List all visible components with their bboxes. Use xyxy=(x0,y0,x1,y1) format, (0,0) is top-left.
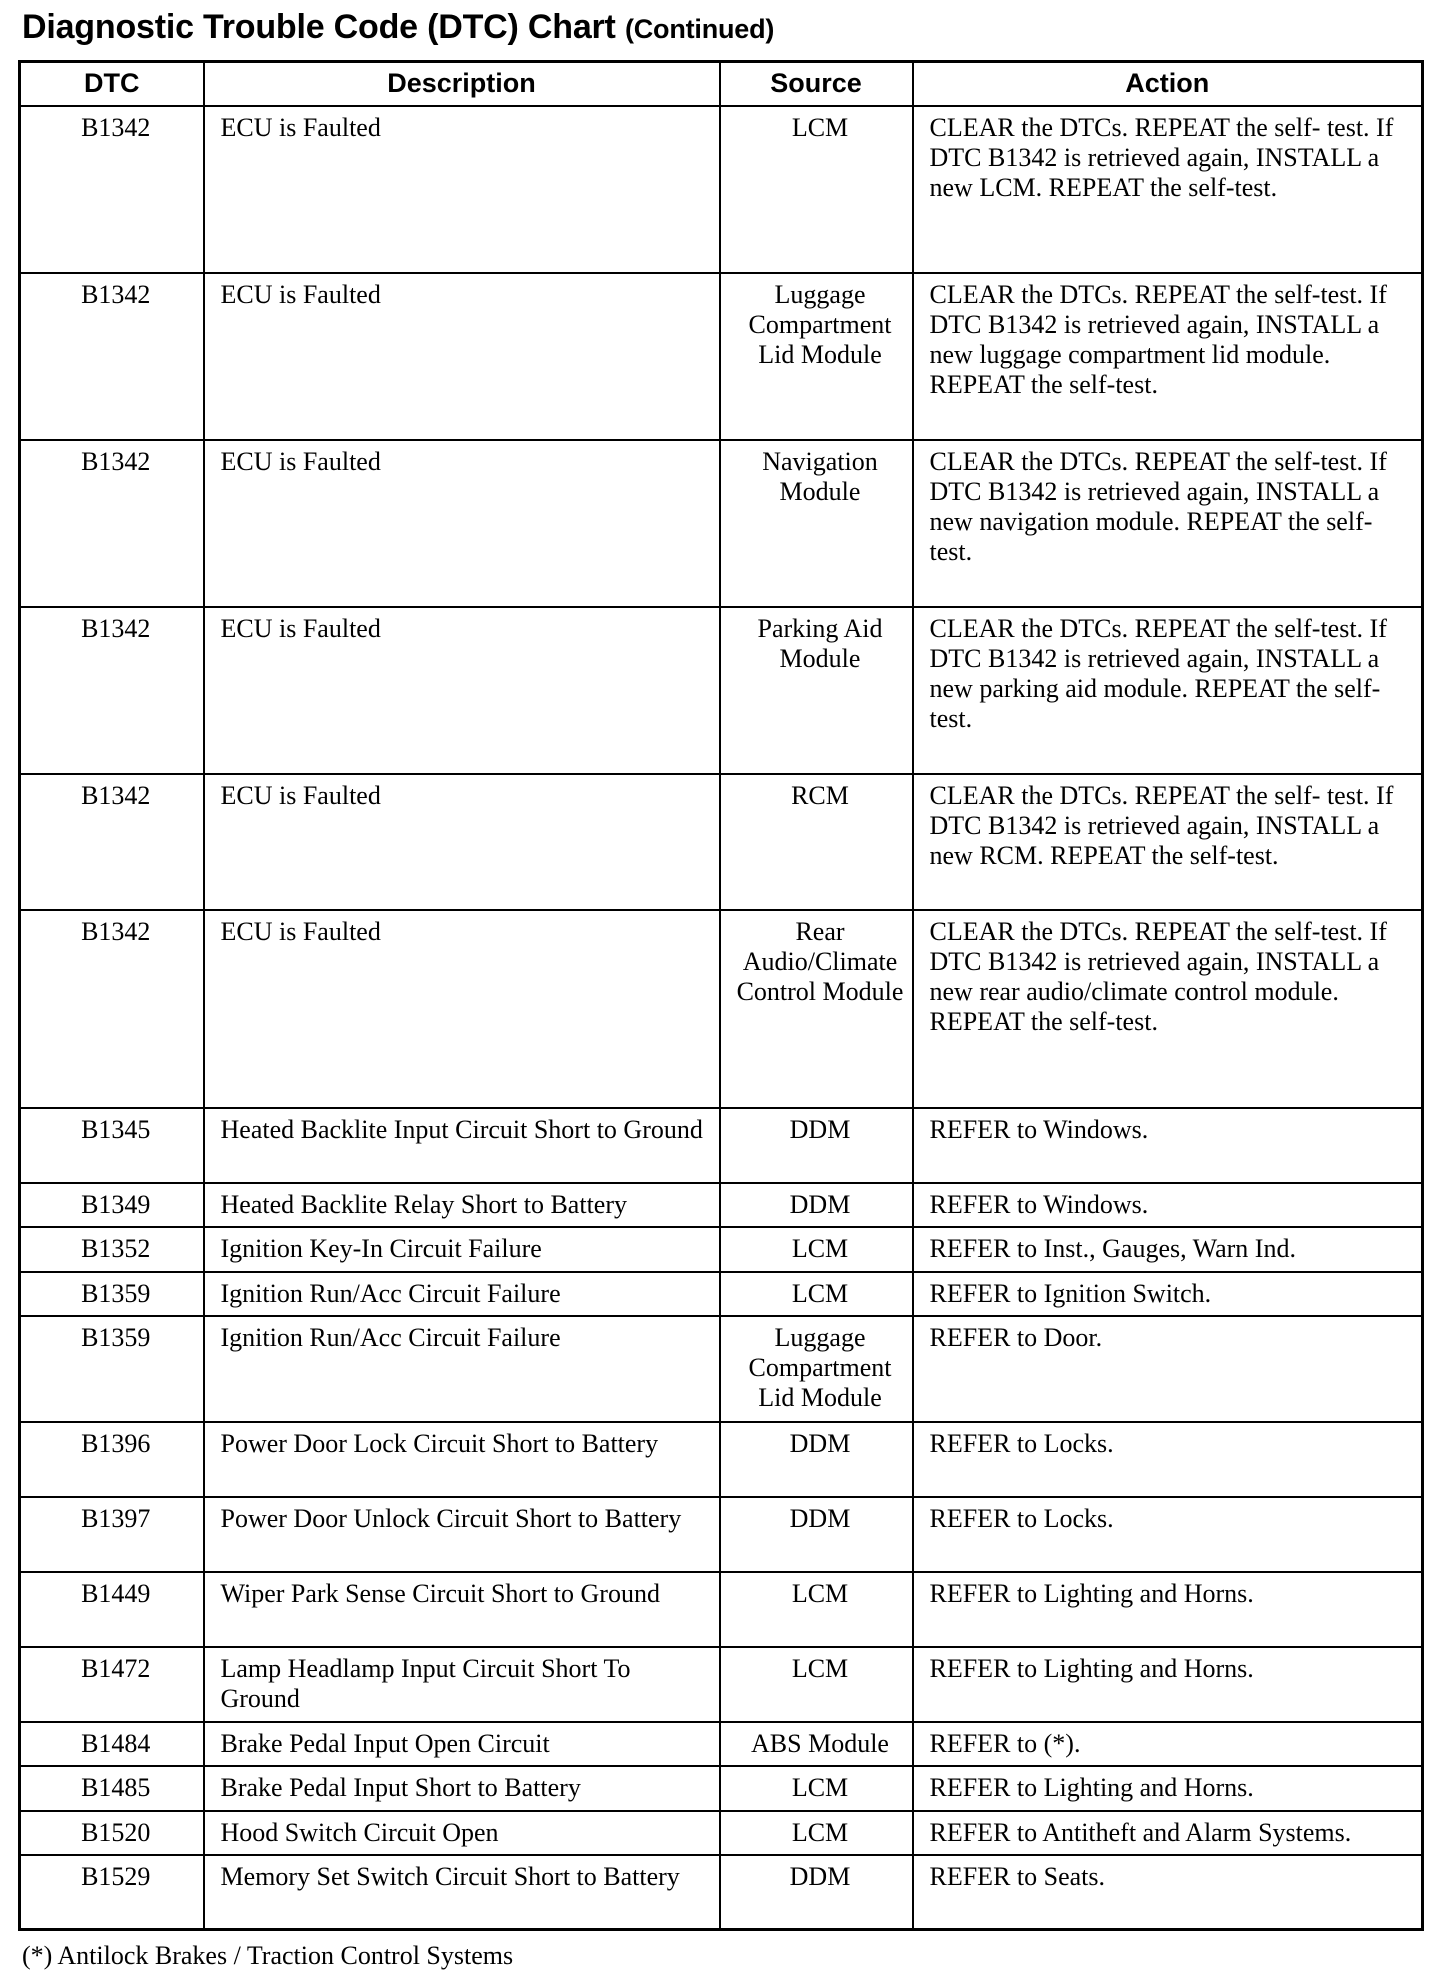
dtc-description: Hood Switch Circuit Open xyxy=(204,1811,720,1855)
dtc-source: LCM xyxy=(720,1811,913,1855)
table-row xyxy=(20,1811,1423,1855)
dtc-action: REFER to Lighting and Horns. xyxy=(913,1766,1423,1811)
dtc-description: Memory Set Switch Circuit Short to Battery xyxy=(204,1855,720,1930)
dtc-table xyxy=(18,60,1424,1931)
dtc-action: REFER to Lighting and Horns. xyxy=(913,1572,1423,1647)
page-title-suffix: (Continued) xyxy=(624,14,775,44)
dtc-code: B1342 xyxy=(20,440,204,607)
table-row xyxy=(20,1766,1423,1811)
dtc-source: LCM xyxy=(720,1227,913,1272)
dtc-action: CLEAR the DTCs. REPEAT the self- test. If DTC B1342 is retrieved again, INSTALL a new LCM. REPEAT the self-test. xyxy=(913,106,1423,273)
table-header-row xyxy=(20,62,1423,106)
dtc-description: Heated Backlite Input Circuit Short to Ground xyxy=(204,1108,720,1183)
dtc-action: REFER to Inst., Gauges, Warn Ind. xyxy=(913,1227,1423,1272)
table-row xyxy=(20,1572,1423,1647)
dtc-action: REFER to Seats. xyxy=(913,1855,1423,1930)
dtc-code: B1485 xyxy=(20,1766,204,1811)
table-row xyxy=(20,273,1423,440)
table-row xyxy=(20,607,1423,774)
table-row xyxy=(20,106,1423,273)
dtc-action: CLEAR the DTCs. REPEAT the self-test. If DTC B1342 is retrieved again, INSTALL a new navigation module. REPEAT the self-test. xyxy=(913,440,1423,607)
dtc-source: Rear Audio/Climate Control Module xyxy=(720,910,913,1108)
dtc-source: DDM xyxy=(720,1855,913,1930)
table-row xyxy=(20,1497,1423,1572)
dtc-code: B1349 xyxy=(20,1183,204,1227)
dtc-action: CLEAR the DTCs. REPEAT the self-test. If DTC B1342 is retrieved again, INSTALL a new rear audio/climate control module. REPEAT the self-test. xyxy=(913,910,1423,1108)
dtc-source: DDM xyxy=(720,1422,913,1497)
dtc-code: B1520 xyxy=(20,1811,204,1855)
dtc-source: LCM xyxy=(720,1572,913,1647)
dtc-code: B1342 xyxy=(20,106,204,273)
dtc-code: B1342 xyxy=(20,910,204,1108)
footnote: (*) Antilock Brakes / Traction Control Systems xyxy=(22,1941,514,1970)
dtc-action: CLEAR the DTCs. REPEAT the self-test. If DTC B1342 is retrieved again, INSTALL a new luggage compartment lid module. REPEAT the self-test. xyxy=(913,273,1423,440)
dtc-code: B1342 xyxy=(20,273,204,440)
dtc-code: B1359 xyxy=(20,1272,204,1316)
dtc-source: Parking Aid Module xyxy=(720,607,913,774)
page-title xyxy=(22,4,774,50)
table-row xyxy=(20,1722,1423,1766)
header-source: Source xyxy=(720,62,913,106)
dtc-source: LCM xyxy=(720,1272,913,1316)
dtc-description: Brake Pedal Input Open Circuit xyxy=(204,1722,720,1766)
dtc-description: Power Door Lock Circuit Short to Battery xyxy=(204,1422,720,1497)
dtc-description: ECU is Faulted xyxy=(204,774,720,910)
table-row xyxy=(20,774,1423,910)
dtc-description: Ignition Run/Acc Circuit Failure xyxy=(204,1316,720,1422)
dtc-code: B1396 xyxy=(20,1422,204,1497)
dtc-description: ECU is Faulted xyxy=(204,910,720,1108)
dtc-source: Luggage Compartment Lid Module xyxy=(720,1316,913,1422)
dtc-description: ECU is Faulted xyxy=(204,440,720,607)
dtc-code: B1345 xyxy=(20,1108,204,1183)
table-row xyxy=(20,1647,1423,1722)
dtc-code: B1359 xyxy=(20,1316,204,1422)
dtc-code: B1484 xyxy=(20,1722,204,1766)
dtc-action: REFER to Ignition Switch. xyxy=(913,1272,1423,1316)
dtc-action: REFER to Antitheft and Alarm Systems. xyxy=(913,1811,1423,1855)
dtc-code: B1352 xyxy=(20,1227,204,1272)
dtc-description: ECU is Faulted xyxy=(204,607,720,774)
header-dtc: DTC xyxy=(20,62,204,106)
dtc-action: REFER to Lighting and Horns. xyxy=(913,1647,1423,1722)
table-row xyxy=(20,1227,1423,1272)
dtc-source: DDM xyxy=(720,1183,913,1227)
dtc-code: B1529 xyxy=(20,1855,204,1930)
dtc-source: DDM xyxy=(720,1497,913,1572)
dtc-source: LCM xyxy=(720,106,913,273)
dtc-code: B1472 xyxy=(20,1647,204,1722)
dtc-action: REFER to Windows. xyxy=(913,1183,1423,1227)
dtc-description: Brake Pedal Input Short to Battery xyxy=(204,1766,720,1811)
dtc-description: Ignition Run/Acc Circuit Failure xyxy=(204,1272,720,1316)
page-title-main: Diagnostic Trouble Code (DTC) Chart xyxy=(22,8,616,46)
dtc-action: REFER to (*). xyxy=(913,1722,1423,1766)
dtc-action: REFER to Door. xyxy=(913,1316,1423,1422)
table-row xyxy=(20,1272,1423,1316)
dtc-source: ABS Module xyxy=(720,1722,913,1766)
table-row xyxy=(20,440,1423,607)
dtc-description: Ignition Key-In Circuit Failure xyxy=(204,1227,720,1272)
header-action: Action xyxy=(913,62,1423,106)
dtc-description: Power Door Unlock Circuit Short to Battery xyxy=(204,1497,720,1572)
table-row xyxy=(20,1422,1423,1497)
dtc-description: Heated Backlite Relay Short to Battery xyxy=(204,1183,720,1227)
dtc-source: RCM xyxy=(720,774,913,910)
dtc-description: ECU is Faulted xyxy=(204,106,720,273)
table-row xyxy=(20,910,1423,1108)
dtc-source: DDM xyxy=(720,1108,913,1183)
dtc-code: B1342 xyxy=(20,607,204,774)
dtc-action: REFER to Locks. xyxy=(913,1497,1423,1572)
dtc-action: REFER to Locks. xyxy=(913,1422,1423,1497)
table-row xyxy=(20,1108,1423,1183)
header-description: Description xyxy=(204,62,720,106)
dtc-code: B1449 xyxy=(20,1572,204,1647)
table-row xyxy=(20,1316,1423,1422)
dtc-description: Lamp Headlamp Input Circuit Short To Ground xyxy=(204,1647,720,1722)
dtc-source: LCM xyxy=(720,1647,913,1722)
dtc-source: Navigation Module xyxy=(720,440,913,607)
dtc-code: B1397 xyxy=(20,1497,204,1572)
dtc-source: LCM xyxy=(720,1766,913,1811)
dtc-source: Luggage Compartment Lid Module xyxy=(720,273,913,440)
table-row xyxy=(20,1183,1423,1227)
dtc-description: ECU is Faulted xyxy=(204,273,720,440)
dtc-action: CLEAR the DTCs. REPEAT the self- test. If DTC B1342 is retrieved again, INSTALL a new RCM. REPEAT the self-test. xyxy=(913,774,1423,910)
dtc-code: B1342 xyxy=(20,774,204,910)
dtc-action: CLEAR the DTCs. REPEAT the self-test. If DTC B1342 is retrieved again, INSTALL a new parking aid module. REPEAT the self-test. xyxy=(913,607,1423,774)
table-row xyxy=(20,1855,1423,1930)
dtc-action: REFER to Windows. xyxy=(913,1108,1423,1183)
dtc-description: Wiper Park Sense Circuit Short to Ground xyxy=(204,1572,720,1647)
